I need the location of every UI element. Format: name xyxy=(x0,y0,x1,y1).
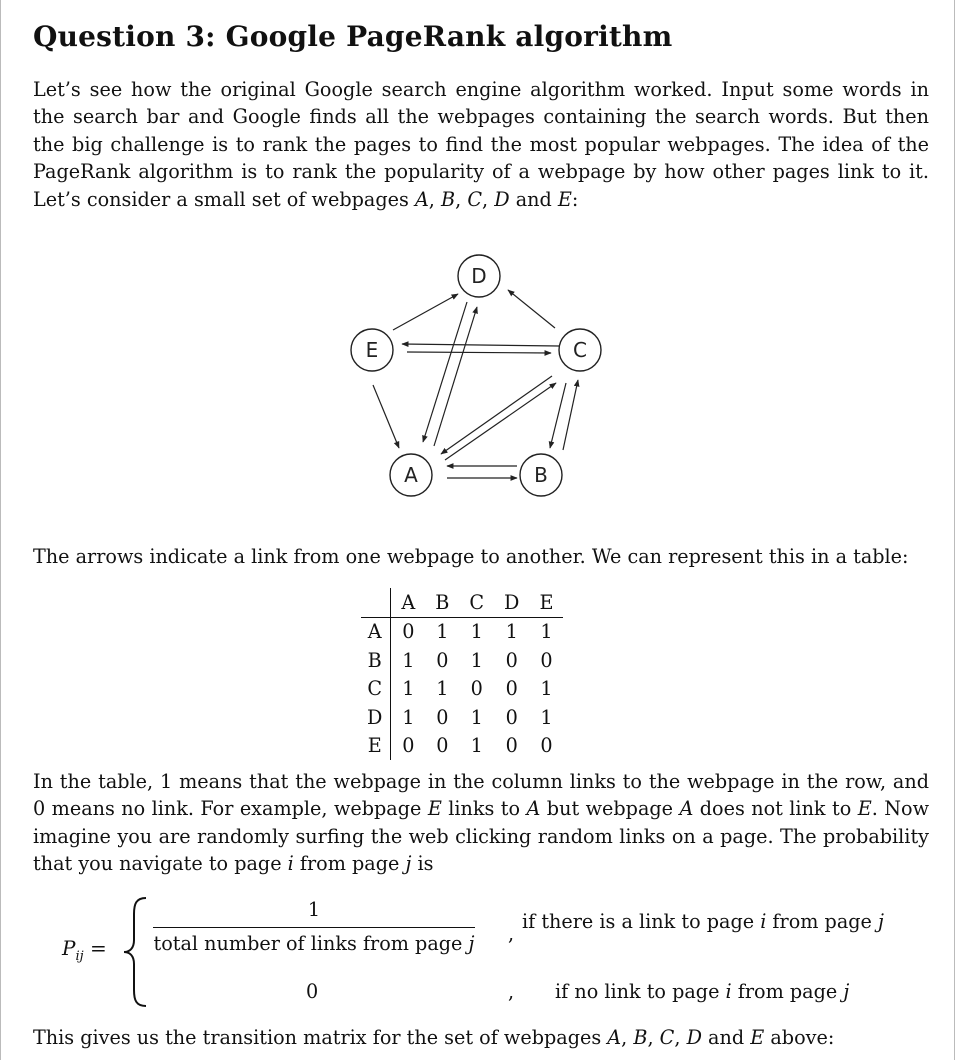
fraction-denominator: total number of links from page j xyxy=(153,932,475,955)
edge-e-to-a xyxy=(373,385,399,448)
table-col-header: E xyxy=(529,588,563,617)
table-cell: 1 xyxy=(470,734,483,758)
table-col-header: B xyxy=(425,588,459,617)
fraction-bar xyxy=(153,927,475,928)
case1-comma: , xyxy=(508,922,515,945)
link-graph-diagram xyxy=(345,250,585,500)
table-cell: 0 xyxy=(505,677,518,701)
table-cell: 1 xyxy=(540,620,553,644)
table-cell: 0 xyxy=(505,734,518,758)
table-row-header: D xyxy=(361,703,391,732)
formula-lhs: $P_{ij}$ = xyxy=(62,936,107,964)
link-table xyxy=(361,588,563,760)
table-cell: 0 xyxy=(436,648,449,672)
table-cell: 1 xyxy=(505,620,518,644)
edge-e-to-c xyxy=(407,352,551,353)
table-cell: 1 xyxy=(540,677,553,701)
question-heading: Question 3: Google PageRank algorithm xyxy=(33,20,673,53)
table-cell: 0 xyxy=(505,705,518,729)
node-a-label: A xyxy=(404,463,418,487)
edge-c-to-a xyxy=(441,376,552,454)
table-cell: 1 xyxy=(402,705,415,729)
node-e-label: E xyxy=(365,338,379,362)
edge-d-to-a xyxy=(423,302,467,442)
edge-c-to-e xyxy=(402,344,559,346)
table-row-header: A xyxy=(361,617,391,646)
edge-c-to-b xyxy=(550,383,566,448)
table-row xyxy=(361,675,563,704)
table-row-header: B xyxy=(361,646,391,675)
table-col-header: D xyxy=(494,588,529,617)
table-cell: 1 xyxy=(470,648,483,672)
table-row xyxy=(361,732,563,761)
case2-condition: if no link to page i from page j xyxy=(555,980,850,1003)
table-cell: 1 xyxy=(540,705,553,729)
edge-a-to-c xyxy=(445,383,556,460)
edge-b-to-c xyxy=(563,380,578,450)
table-cell: 1 xyxy=(470,705,483,729)
table-row-header: E xyxy=(361,732,391,761)
intro-paragraph: Let’s see how the original Google search engine algorithm worked. Input some words in the search bar and Google finds all the webpages containing the search words. But then the big challenge is to rank the pages to find the most popular webpages. The idea of the PageRank algorithm is to rank the popularity of a webpage by how other pages link to it. Let’s consider a small set of webpages A, B, C, D and E: xyxy=(33,78,929,211)
edge-a-to-d xyxy=(434,307,477,446)
table-col-header: A xyxy=(391,588,425,617)
table-row xyxy=(361,646,563,675)
table-cell: 0 xyxy=(436,734,449,758)
table-cell: 0 xyxy=(436,705,449,729)
table-explanation-paragraph: In the table, 1 means that the webpage in the column links to the webpage in the row, and 0 means no link. For example, webpage E links to A but webpage A does not link to E. Now imagine you are randomly surfing the web clicking random links on a page. The probability that you navigate to page i from page j is xyxy=(33,770,930,876)
table-row xyxy=(361,703,563,732)
table-cell: 1 xyxy=(436,677,449,701)
arrows-paragraph: The arrows indicate a link from one webpage to another. We can represent this in a table: xyxy=(33,545,909,568)
case2-comma: , xyxy=(508,980,515,1003)
node-c-label: C xyxy=(573,338,587,362)
table-cell: 0 xyxy=(402,734,415,758)
case2-value: 0 xyxy=(306,980,319,1003)
table-cell: 0 xyxy=(402,620,415,644)
table-corner xyxy=(361,588,391,617)
table-cell: 0 xyxy=(540,734,553,758)
table-cell: 1 xyxy=(470,620,483,644)
left-brace-icon xyxy=(122,896,152,1008)
closing-paragraph: This gives us the transition matrix for the set of webpages A, B, C, D and E above: xyxy=(33,1026,835,1049)
fraction xyxy=(153,898,475,955)
node-d-label: D xyxy=(471,264,487,288)
node-b-label: B xyxy=(534,463,548,487)
table-cell: 1 xyxy=(402,677,415,701)
table-row xyxy=(361,617,563,646)
table-cell: 0 xyxy=(470,677,483,701)
table-row-header: C xyxy=(361,675,391,704)
case1-condition: if there is a link to page i from page j xyxy=(522,910,884,933)
transition-probability-formula xyxy=(60,892,920,1012)
table-cell: 1 xyxy=(436,620,449,644)
table-cell: 0 xyxy=(540,648,553,672)
fraction-numerator: 1 xyxy=(307,898,321,921)
edge-c-to-d xyxy=(508,290,555,328)
table-cell: 1 xyxy=(402,648,415,672)
table-col-header: C xyxy=(459,588,494,617)
table-cell: 0 xyxy=(505,648,518,672)
edge-e-to-d xyxy=(393,294,458,330)
